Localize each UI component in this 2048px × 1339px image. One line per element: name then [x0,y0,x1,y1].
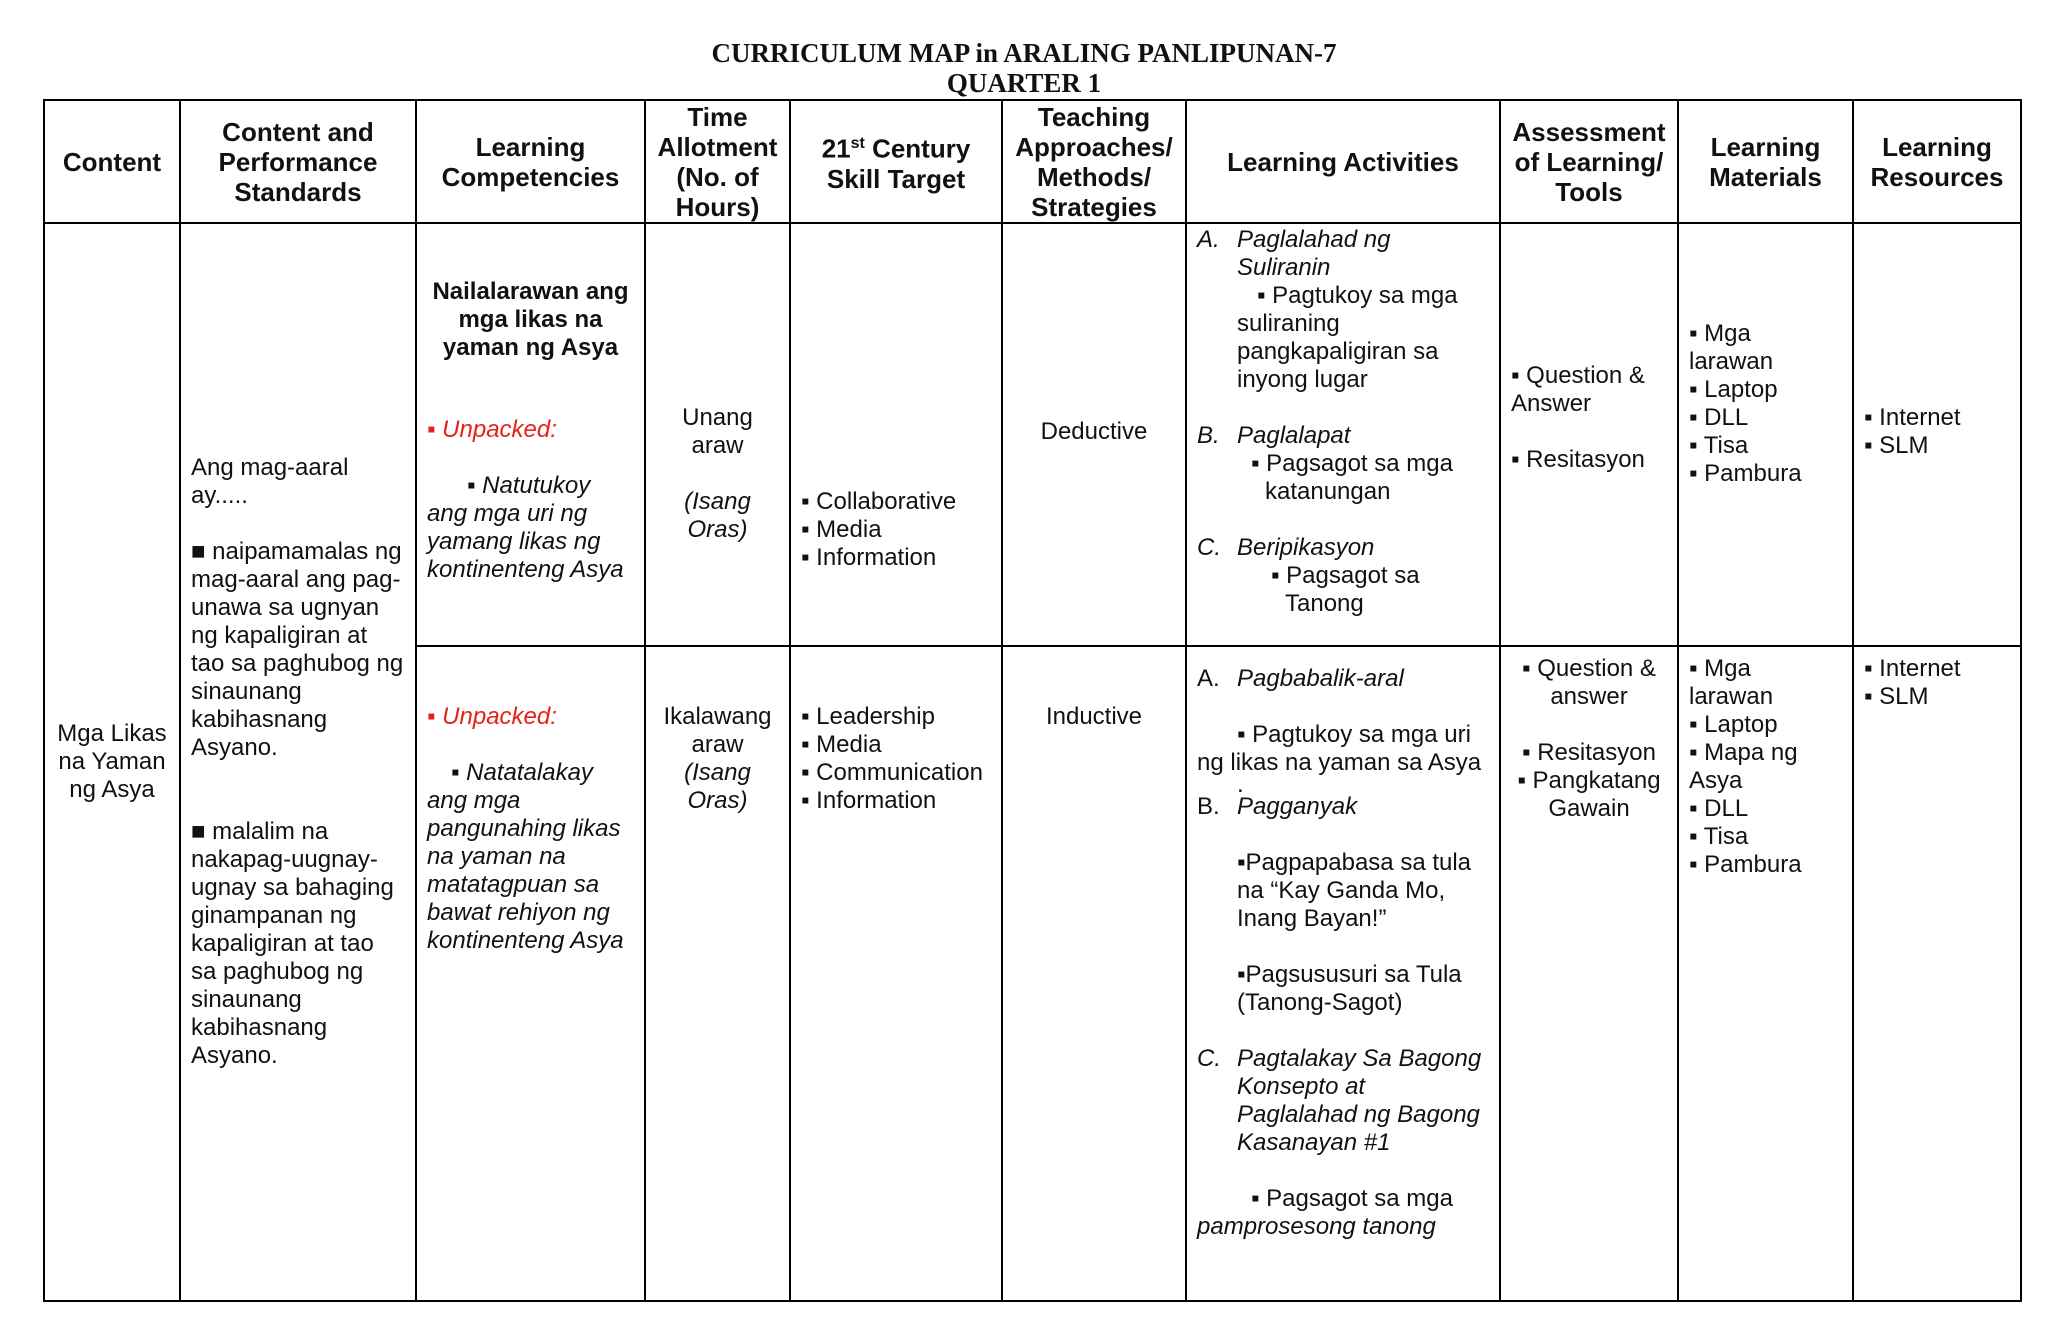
table-row [44,223,2021,646]
activity-dot: . [1237,771,1244,798]
materials-item: ▪ Laptop [1689,376,1778,403]
materials-item: ▪ DLL [1689,404,1749,431]
header-row [44,100,2021,223]
resources-cell [1853,223,2021,646]
assessment-item: ▪ Resitasyon [1511,446,1645,473]
content-text: Mga Likas na Yaman ng Asya [57,720,167,803]
materials-item: ▪ Pambura [1689,460,1802,487]
unpacked-text: ▪ Natatalakay ang mga pangunahing likas na yaman na matatagpuan sa bawat rehiyon ng kontinenteng Asya [427,759,624,954]
activity-title: Pagtalakay Sa Bagong Konsepto at Paglalahad ng Bagong Kasanayan #1 [1237,1045,1482,1156]
skill-cell [790,646,1002,1301]
skill-item: ▪ Information [801,544,937,571]
activity-label: A. [1197,665,1220,692]
unpacked-text: ▪ Natutukoy ang mga uri ng yamang likas ng kontinenteng Asya [427,472,624,583]
assessment-item: ▪ Pangkatang Gawain [1517,767,1661,822]
skill-item: ▪ Collaborative [801,488,957,515]
activity-label: A. [1197,226,1220,253]
activity-item: ▪ Pagsagot sa mga [1251,1185,1453,1212]
activity-a [1197,226,1489,394]
activity-title: Pagganyak [1237,793,1358,820]
activity-title: Pagbabalik-aral [1237,665,1404,692]
page-subtitle: QUARTER 1 [946,68,1102,98]
standards-cell [180,223,416,1301]
activity-label: C. [1197,534,1221,561]
materials-cell [1678,223,1853,646]
resources-item: ▪ Internet [1864,655,1961,682]
activity-title: Beripikasyon [1237,534,1375,561]
activity-item: pamprosesong tanong [1197,1213,1436,1240]
approach-cell [1002,223,1186,646]
header-standards: Content and Performance Standards [180,100,416,223]
competency-title: Nailalarawan ang mga likas na yaman ng Asya [432,278,629,361]
assessment-item: ▪ Question & Answer [1511,362,1645,417]
time-main: Ikalawang araw [663,703,772,758]
resources-item: ▪ Internet [1864,404,1961,431]
activity-c [1197,1045,1489,1157]
header-materials: Learning Materials [1678,100,1853,223]
resources-item: ▪ SLM [1864,432,1929,459]
assessment-item: ▪ Resitasyon [1522,739,1656,766]
activity-b [1197,422,1489,506]
activities-cell [1186,223,1500,646]
header-skill: 21st Century Skill Target [790,100,1002,223]
header-activities: Learning Activities [1186,100,1500,223]
activity-a [1197,665,1489,693]
skill-item: ▪ Media [801,731,882,758]
materials-item: ▪ Pambura [1689,851,1802,878]
standards-intro: Ang mag-aaral ay..... [191,454,349,509]
materials-item: ▪ Tisa [1689,432,1749,459]
time-main: Unang araw [682,404,753,459]
header-teaching: Teaching Approaches/ Methods/ Strategies [1002,100,1186,223]
resources-cell [1853,646,2021,1301]
unpacked-label: ▪ Unpacked: [427,416,557,443]
header-assessment: Assessment of Learning/ Tools [1500,100,1678,223]
activities-cell [1186,646,1500,1301]
skill-cell [790,223,1002,646]
materials-item: ▪ Mapa ng Asya [1689,739,1798,794]
curriculum-table [43,99,2022,1302]
activity-label: C. [1197,1045,1221,1072]
competency-cell [416,646,645,1301]
activity-b [1197,793,1489,821]
unpacked-label: ▪ Unpacked: [427,703,557,730]
activity-item: ▪ Pagsagot sa mga katanungan [1251,450,1453,505]
header-time: Time Allotment (No. of Hours) [645,100,790,223]
activity-item: ▪Pagpapabasa sa tula na “Kay Ganda Mo, Inang Bayan!” [1237,849,1472,932]
time-cell [645,223,790,646]
header-competencies: Learning Competencies [416,100,645,223]
content-cell [44,223,180,1301]
approach-text: Inductive [1045,703,1143,730]
activity-title: Paglalahad ng Suliranin [1237,226,1391,281]
header-resources: Learning Resources [1853,100,2021,223]
activity-item: ▪Pagsususuri sa Tula (Tanong-Sagot) [1237,961,1462,1016]
competency-cell [416,223,645,646]
approach-cell [1002,646,1186,1301]
header-content: Content [44,100,180,223]
resources-item: ▪ SLM [1864,683,1929,710]
activity-label: B. [1197,422,1220,449]
assessment-cell [1500,223,1678,646]
time-cell [645,646,790,1301]
activity-title: Paglalapat [1237,422,1351,449]
materials-cell [1678,646,1853,1301]
skill-item: ▪ Leadership [801,703,935,730]
approach-text: Deductive [1040,418,1148,445]
activity-c [1197,534,1489,618]
assessment-item: ▪ Question & answer [1522,655,1656,710]
activity-item: ▪ Pagtukoy sa mga suliraning pangkapaligiran sa inyong lugar [1237,282,1458,393]
standards-item-2: ■ malalim na nakapag-uugnay-ugnay sa bahaging ginampanan ng kapaligiran at tao sa paghubog ng sinaunang kabihasnang Asyano. [191,818,394,1069]
materials-item: ▪ Laptop [1689,711,1778,738]
materials-item: ▪ DLL [1689,795,1749,822]
activity-item: ▪ Pagtukoy sa mga uri ng likas na yaman sa Asya [1197,721,1482,776]
skill-item: ▪ Communication [801,759,983,786]
materials-item: ▪ Mga larawan [1689,655,1774,710]
time-sub: (Isang Oras) [684,488,751,543]
activity-item: ▪ Pagsagot sa Tanong [1271,562,1420,617]
materials-item: ▪ Tisa [1689,823,1749,850]
skill-item: ▪ Media [801,516,882,543]
assessment-cell [1500,646,1678,1301]
page-title: CURRICULUM MAP in ARALING PANLIPUNAN-7 [711,38,1337,68]
skill-item: ▪ Information [801,787,937,814]
materials-item: ▪ Mga larawan [1689,320,1774,375]
standards-item-1: ■ naipamamalas ng mag-aaral ang pag-unawa sa ugnyan ng kapaligiran at tao sa paghubog ng sinaunang kabihasnang Asyano. [191,538,404,761]
activity-label: B. [1197,793,1220,820]
time-sub: (Isang Oras) [684,759,751,814]
